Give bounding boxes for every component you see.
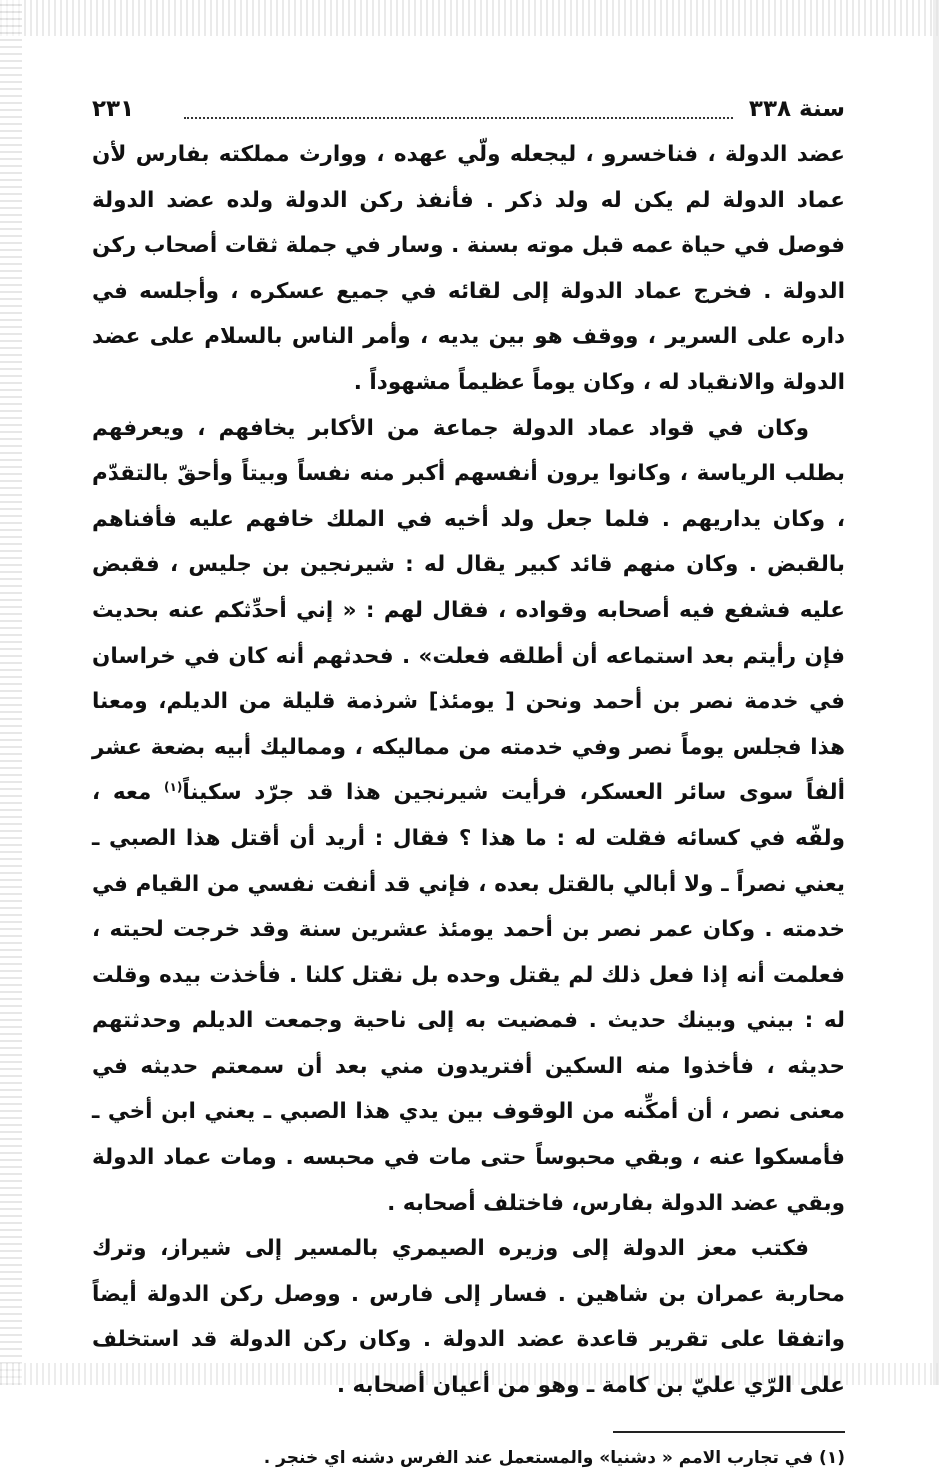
paragraph-3: فكتب معز الدولة إلى وزيره الصيمري بالمسير إلى شيراز، وترك محاربة عمران بن شاهين . فسار إلى فارس . ووصل ركن الدولة أيضاً واتفقا على تقرير قاعدة عضد الدولة . وكان ركن الدولة قد استخلف على الرّي عليّ بن كامة ـ وهو من أعيان أصحابه .	[92, 1236, 845, 1399]
running-title: سنة ٣٣٨	[748, 96, 845, 122]
page-number: ٢٣١	[92, 96, 135, 122]
scan-border-left	[0, 0, 22, 1385]
paragraph-1: عضد الدولة ، فناخسرو ، ليجعله ولّي عهده ، ووارث مملكته بفارس لأن عماد الدولة لم يكن له ولد ذكر . فأنفذ ركن الدولة ولده عضد الدولة فوصل في حياة عمه قبل موته بسنة . وسار في جملة ثقات أصحاب ركن الدولة . فخرج عماد الدولة إلى لقائه في جميع عسكره ، وأجلسه في داره على السرير ، ووقف هو بين يديه ، وأمر الناس بالسلام على عضد الدولة والانقياد له ، وكان يوماً عظيماً مشهوداً .	[92, 142, 845, 395]
footnote-marker: (١)	[164, 780, 183, 795]
paragraph-2	[92, 406, 845, 1227]
scan-border-top	[0, 0, 939, 36]
page-header	[92, 92, 845, 132]
footnote: (١) في تجارب الامم « دشنيا» والمستعمل عند الفرس دشنه اي خنجر .	[263, 1447, 845, 1468]
scan-border-right	[933, 0, 939, 1385]
header-dotted-leader	[184, 117, 733, 119]
paragraph-2-part-a: وكان في قواد عماد الدولة جماعة من الأكابر يخافهم ، ويعرفهم بطلب الرياسة ، وكانوا يرون أنفسهم أكبر منه نفساً وبيتاً وأحقّ بالتقدّم ، وكان يداريهم . فلما جعل ولد أخيه في الملك خافهم عليه فأفناهم بالقبض . وكان منهم قائد كبير يقال له : شيرنجين بن جليس ، فقبض عليه فشفع فيه أصحابه وقواده ، فقال لهم : « إني أحدِّثكم عنه بحديث فإن رأيتم بعد استماعه أن أطلقه فعلت» . فحدثهم أنه كان في خراسان في خدمة نصر بن أحمد ونحن [ يومئذ] شرذمة قليلة من الديلم، ومعنا هذا فجلس يوماً نصر وفي خدمته من مماليكه ، ومماليك أبيه بضعة عشر ألفاً سوى سائر العسكر، فرأيت شيرنجين هذا قد جرّد سكيناً	[92, 415, 846, 806]
paragraph-2-part-b: معه ، ولفّه في كسائه فقلت له : ما هذا ؟ فقال : أريد أن أقتل هذا الصبي ـ يعني نصراً ـ ولا أبالي بالقتل بعده ، فإني قد أنفت نفسي من القيام في خدمته . وكان عمر نصر بن أحمد يومئذ عشرين سنة وقد خرجت لحيته ، فعلمت أنه إذا فعل ذلك لم يقتل وحده بل نقتل كلنا . فأخذت بيده وقلت له : بيني وبينك حديث . فمضيت به إلى ناحية وجمعت الديلم وحدثتهم حديثه ، فأخذوا منه السكين أفتريدون مني بعد أن سمعتم حديثه في معنى نصر ، أن أمكِّنه من الوقوف بين يدي هذا الصبي ـ يعني ابن أخي ـ فأمسكوا عنه ، وبقي محبوساً حتى مات في محبسه . ومات عماد الدولة وبقي عضد الدولة بفارس، فاختلف أصحابه .	[92, 780, 845, 1216]
footnote-divider	[613, 1431, 845, 1433]
book-page	[92, 92, 845, 1471]
main-text	[92, 132, 845, 1409]
